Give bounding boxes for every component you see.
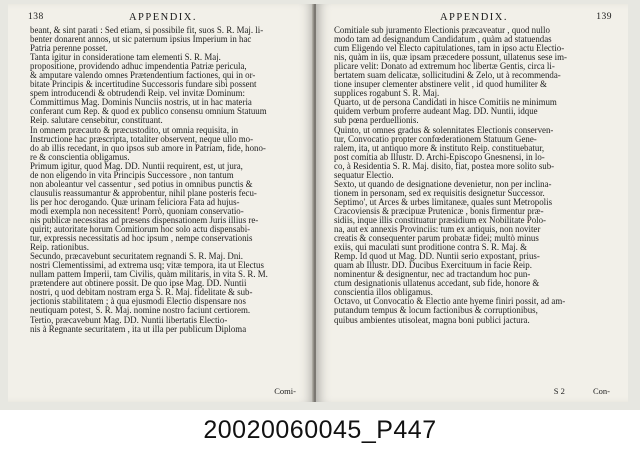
text-line: post comitia ab Illustr. D. Archi-Episcopo Gnesnensi, in lo-	[334, 152, 545, 162]
text-line: Quinto, ut omnes gradus & solennitates Electionis conserven-	[334, 125, 554, 135]
text-line: tione insuper clementer abstinere velit , id quod humiliter &	[334, 80, 547, 90]
text-line: re & conscientia obligamus.	[30, 152, 130, 162]
text-line: Instructione hac præscripta, totaliter observent, neque ullo mo-	[30, 134, 254, 144]
text-line: do ab illis recedant, in quo ipsos sub amore in Patriam, fide, hono-	[30, 143, 266, 153]
text-line: In omnem præcauto & præcustodito, ut omnia requisita, in	[30, 125, 239, 135]
text-line: Reip. rationibus.	[30, 243, 89, 253]
text-line: tur, expressis necessitatis ad hoc ipsum , nempe conservationis	[30, 234, 253, 244]
left-page-number: 138	[28, 12, 44, 22]
text-line: conferant cum Rep. & quod ex publico consensu omnium Statuum	[30, 107, 267, 117]
text-line: Secundo, præcavebunt securitatem regnandi S. R. Maj. Dni.	[30, 252, 243, 262]
text-line: spem introducendi & obtrudendi Reip. vel invitæ Dominum:	[30, 89, 245, 99]
text-line: exiis, qui maculati sunt proditione contra S. R. Maj. &	[334, 243, 528, 253]
left-running-title: APPENDIX.	[128, 12, 198, 23]
text-line: bertatem suam delicatæ, sollicitudini & Zelo, ut à recommenda-	[334, 71, 561, 81]
text-line: Remp. Id quod ut Mag. DD. Nuntii serio expostant, prius-	[334, 252, 540, 262]
left-page-footer	[274, 386, 296, 396]
text-line: Octavo, ut Convocatio & Electio ante hyeme finiri possit, ad am-	[334, 297, 566, 307]
text-line: tur, Convocatio propter confœderationem Statuum Gene-	[334, 134, 537, 144]
text-line: lis per hoc derogando. Quæ urinam feliciora Fata ad hujus-	[30, 197, 240, 207]
right-page-footer	[554, 386, 610, 396]
text-line: Septimo', ut Arces & urbes limitaneæ, quales sunt Metropolis	[334, 197, 553, 207]
text-line: plicare velit: Donato ad extremum hoc libertæ Gentis, circa li-	[334, 62, 555, 72]
left-catchword: Comi-	[274, 386, 296, 396]
text-line: sidiis, inque illis constituatur præsidium ex Nobilitate Polo-	[334, 215, 547, 225]
text-line: Patria perenne posset.	[30, 44, 108, 54]
text-line: cum Eligendo vel Electo capitulationes, tam in ipso actu Electio-	[334, 44, 565, 54]
text-line: nominentur & designentur, nec ad tractandum hoc pun-	[334, 270, 531, 280]
text-line: tionem in personam, sed ex requisitis designetur Successor.	[334, 188, 545, 198]
text-line: benter donarent annos, ut sic paternum ipsius Imperium in hac	[30, 35, 252, 45]
text-line: sequatur Electio.	[334, 170, 394, 180]
right-page-header	[336, 12, 612, 26]
text-line: putandum tempus & locum factionibus & corruptionibus,	[334, 306, 538, 316]
text-line: co, à Residentia S. R. Maj. disito, fiat, postea more solito sub-	[334, 161, 555, 171]
text-line: bitate Principis & incertitudine Successoris fundare sibi possent	[30, 80, 257, 90]
text-line: non aboleantur vel cassentur , sed potius in omnibus punctis &	[30, 179, 253, 189]
right-running-title: APPENDIX.	[439, 12, 509, 23]
text-line: nullam pattem Imperii, tam Civilis, quàm militaris, in vita S. R. M.	[30, 270, 268, 280]
left-page-header	[28, 12, 298, 26]
left-page	[8, 4, 314, 402]
text-line: na, aut ex annexis Provinciis: tum ex antiquis, non noviter	[334, 225, 541, 235]
text-line: Reip. salutare censebitur, constituant.	[30, 116, 163, 126]
text-line: nis publicæ necessitas ad præsens dispensationem Juris illius re-	[30, 215, 259, 225]
text-line: beant, & sint parati : Sed etiam, si possibile fit, suos S. R. Maj. li-	[30, 26, 264, 35]
text-line: nostri Clementissimi, ad extrema usq; vitæ tempora, ita ut Electus	[30, 261, 264, 271]
text-line: & amputare valendo omnes Prætendentium factiones, qui in or-	[30, 71, 256, 81]
text-line: nis, quàm in iis, quæ ipsam præcedere possunt, ullatenus sese im-	[334, 53, 567, 63]
left-page-text	[30, 26, 300, 334]
right-page-text	[334, 26, 610, 325]
text-line: Tertio, præcavebunt Mag. DD. Nuntii libertatis Electio-	[30, 315, 228, 325]
text-line: propositione, providendo adhuc impendentia Patriæ pericula,	[30, 62, 247, 72]
text-line: sub pœna perduellionis.	[334, 116, 419, 126]
text-line: Sexto, ut quando de designatione devenietur, non per inclina-	[334, 179, 552, 189]
text-line: neutiquam potest, S. R. Maj. nomine nostro faciunt certiorem.	[30, 306, 251, 316]
text-line: nostri, q uod debitam nostram erga S. R. Maj. fidelitate & sub-	[30, 288, 253, 298]
text-line: modo tam ad designandum Candidatum , quàm ad statuendas	[334, 35, 552, 45]
text-line: Tanta igitur in consideratione tam elementi S. R. Maj.	[30, 53, 221, 63]
text-line: ctum designationis ullatenus accedant, sub fide, honore &	[334, 279, 540, 289]
text-line: quidem verbum proferre audeant Mag. DD. Nuntii, idque	[334, 107, 538, 117]
text-line: ralem, ita, ut antiquo more & instituto Reip. constituebatur,	[334, 143, 545, 153]
text-line: Cracoviensis & præcipuæ Prutenicæ , bonis firmentur præ-	[334, 206, 544, 216]
text-line: Committimus Mag. Dominis Nunciis nostris, ut in hac materia	[30, 98, 252, 108]
text-line: quam ab Illustr. DD. Ducibus Exercituum in facie Reip.	[334, 261, 532, 271]
text-line: conscientia illos obligamus.	[334, 288, 433, 298]
right-catchword: Con-	[593, 386, 610, 396]
text-line: nis à Regnante securitatem , ita ut illa per publicum Diploma	[30, 324, 247, 334]
text-line: supplices rogabunt S. R. Maj.	[334, 89, 440, 99]
image-caption: 20020060045_P447	[203, 416, 437, 444]
text-line: quirit; autoritate horum Comitiorum hoc solo actu dispensabi-	[30, 225, 251, 235]
right-page-number: 139	[596, 12, 612, 22]
text-line: creatis & consequenter parum probatæ fidei; multò minus	[334, 234, 539, 244]
signature-mark: S 2	[553, 386, 565, 396]
text-line: quibus ambientes utisoleat, magna boni publici jactura.	[334, 315, 530, 325]
text-line: Quarto, ut de persona Candidati in hisce Comitiis ne minimum	[334, 98, 557, 108]
text-line: Comitiale sub juramento Electionis præcaveatur , quod nullo	[334, 26, 550, 35]
text-line: clausulis reassumantur & approbentur, nihil plane posteris fecu-	[30, 188, 257, 198]
text-line: de non eligendo in vita Principis Successore , non tantum	[30, 170, 234, 180]
text-line: prætendere aut obtinere possit. De quo ipse Mag. DD. Nuntii	[30, 279, 247, 289]
text-line: modi exempla non necessitent! Porrò, quoniam conservatio-	[30, 206, 244, 216]
right-page	[316, 4, 628, 402]
text-line: jectionis stabilitatem ; à qua ejusmodi Electio dispensare nos	[30, 297, 246, 307]
text-line: Primum igitur, quod Mag. DD. Nuntii requirent, est, ut jura,	[30, 161, 243, 171]
